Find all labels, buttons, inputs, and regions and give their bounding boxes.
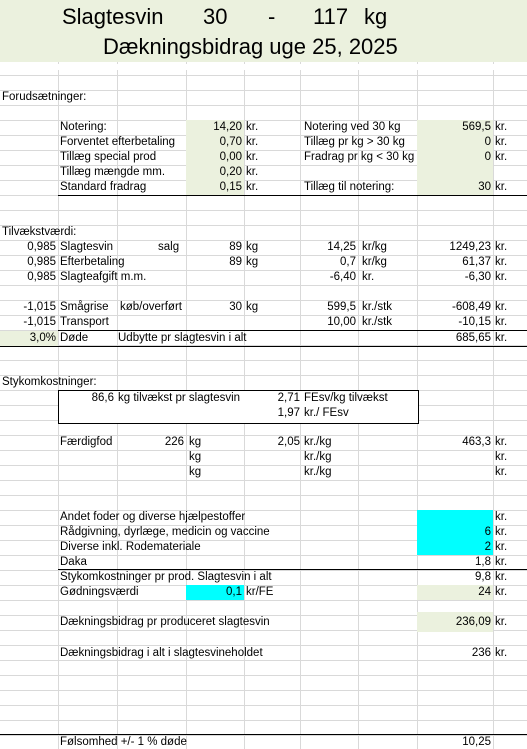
assumption-right-value[interactable] [417, 165, 491, 180]
growth-factor: 0,985 [27, 256, 56, 268]
manure-unit: kr/FE [246, 586, 274, 598]
yield-unit: kr. [495, 332, 508, 344]
title-unit: kg [364, 4, 388, 29]
manure-total: 24 [478, 586, 491, 598]
growth-total: 61,37 [462, 256, 491, 268]
growth-price: 0,7 [340, 256, 356, 268]
yield-total: 685,65 [455, 332, 491, 344]
growth-price-unit: kr/kg [362, 241, 387, 253]
growth-qty: 30 [229, 301, 242, 313]
growth-factor: 0,985 [27, 241, 56, 253]
cost-total: 1,8 [475, 556, 491, 568]
feed-qty[interactable] [117, 450, 184, 465]
growth-price-unit: kr./stk [362, 316, 393, 328]
db-total-unit: kr. [495, 647, 508, 659]
fesv-label: FEsv/kg tilvækst [304, 392, 388, 404]
cost-label: Stykomkostninger pr prod. Slagtesvin i alt [60, 571, 272, 583]
cost-label: Daka [60, 556, 87, 568]
price-fesv: 1,97 [277, 407, 300, 419]
feed-price-unit: kr./kg [304, 436, 332, 448]
growth-label: kg tilvækst pr slagtesvin [118, 392, 241, 404]
feed-total-unit: kr. [495, 436, 508, 448]
assumption-unit: kr. [246, 166, 259, 178]
feed-price[interactable] [244, 465, 300, 480]
feed-price[interactable]: 2,05 [277, 436, 300, 448]
cost-label: Andet foder og diverse hjælpestoffer [60, 511, 246, 523]
assumption-right-value[interactable]: 30 [478, 181, 491, 193]
cost-unit: kr. [495, 541, 508, 553]
feed-price[interactable] [244, 450, 300, 465]
cost-total[interactable] [417, 510, 491, 525]
growth-qty-unit: kg [246, 256, 259, 268]
page-title: Dækningsbidrag uge 25, 2025 [103, 34, 398, 59]
assumption-right-label [304, 165, 417, 180]
assumption-right-label: Fradrag pr kg < 30 kg [304, 151, 415, 163]
section-heading-unit-costs: Stykomkostninger: [2, 376, 97, 388]
assumption-right-value[interactable]: 0 [484, 151, 491, 163]
assumption-label: Tillæg mængde mm. [60, 166, 166, 178]
feed-label: Færdigfod [60, 436, 113, 448]
dead-label: Døde [60, 332, 89, 344]
growth-price-unit: kr./stk [362, 301, 393, 313]
growth-price: 14,25 [327, 241, 356, 253]
feed-qty[interactable] [117, 465, 184, 480]
growth-qty-unit: kg [246, 241, 259, 253]
assumption-right-unit: kr. [495, 151, 508, 163]
growth-total-unit: kr. [495, 316, 508, 328]
growth-total-unit: kr. [495, 256, 508, 268]
divider [58, 569, 527, 570]
assumption-unit: kr. [246, 136, 259, 148]
feed-total-unit: kr. [495, 451, 508, 463]
cost-total[interactable]: 6 [484, 526, 491, 538]
assumption-label: Standard fradrag [60, 181, 147, 193]
cost-label: Rådgivning, dyrlæge, medicin og vaccine [60, 526, 270, 538]
title-dash: - [268, 4, 276, 29]
growth-factor: -1,015 [23, 301, 56, 313]
assumption-right-unit: kr. [495, 121, 508, 133]
assumption-value[interactable]: 0,00 [219, 151, 242, 163]
cost-unit: kr. [495, 511, 508, 523]
assumption-right-value[interactable]: 0 [484, 136, 491, 148]
sensitivity-value: 10,25 [462, 736, 491, 748]
assumption-unit: kr. [246, 151, 259, 163]
growth-price: 10,00 [327, 316, 356, 328]
dead-pct[interactable]: 3,0% [29, 332, 56, 344]
section-heading-assumptions: Forudsætninger: [2, 91, 87, 103]
assumption-unit: kr. [246, 121, 259, 133]
title-weight-to: 117 [313, 4, 349, 29]
growth-sub: køb/overført [120, 301, 182, 313]
title-weight-from: 30 [203, 4, 228, 29]
feed-qty-unit: kg [189, 436, 202, 448]
assumption-value[interactable]: 0,15 [219, 181, 242, 193]
cost-unit: kr. [495, 556, 508, 568]
growth-price-unit: kr/kg [362, 256, 387, 268]
feed-total: 463,3 [462, 436, 491, 448]
assumption-value[interactable]: 14,20 [213, 121, 242, 133]
db-label: Dækningsbidrag pr produceret slagtesvin [60, 616, 270, 628]
growth-factor: -1,015 [23, 316, 56, 328]
feed-qty-unit: kg [189, 451, 202, 463]
growth-price-unit: kr. [362, 271, 375, 283]
growth-price: -6,40 [329, 271, 356, 283]
assumption-right-label: Tillæg pr kg > 30 kg [304, 136, 405, 148]
growth-qty [186, 315, 242, 330]
fesv-value: 2,71 [277, 392, 300, 404]
growth-value: 86,6 [91, 392, 114, 404]
cost-label: Diverse inkl. Rodemateriale [60, 541, 201, 553]
assumption-label: Tillæg special prod [60, 151, 157, 163]
growth-total-unit: kr. [495, 241, 508, 253]
growth-total-unit: kr. [495, 301, 508, 313]
feed-total [417, 450, 491, 465]
db-value: 236,09 [455, 616, 491, 628]
feed-total-unit: kr. [495, 466, 508, 478]
assumption-right-label: Tillæg til notering: [304, 181, 395, 193]
growth-total: 1249,23 [449, 241, 491, 253]
assumption-right-unit: kr. [495, 181, 508, 193]
growth-qty-unit: kg [246, 301, 259, 313]
db-unit: kr. [495, 616, 508, 628]
growth-total: -608,49 [451, 301, 491, 313]
growth-factor: 0,985 [27, 271, 56, 283]
growth-qty: 89 [229, 256, 242, 268]
growth-label: Slagtesvin [60, 241, 114, 253]
divider [0, 346, 527, 347]
growth-label: Efterbetaling [60, 256, 125, 268]
title-product: Slagtesvin [62, 4, 164, 29]
sensitivity-label: Følsomhed +/- 1 % døde [60, 736, 187, 748]
assumption-right-value[interactable]: 569,5 [462, 121, 491, 133]
feed-qty[interactable]: 226 [164, 436, 184, 448]
growth-total: -10,15 [458, 316, 491, 328]
cost-unit: kr. [495, 571, 508, 583]
yield-label: Udbytte pr slagtesvin i alt [118, 332, 247, 344]
assumption-label: Notering: [60, 121, 107, 133]
db-total-label: Dækningsbidrag i alt i slagtesvineholdet [60, 647, 263, 659]
assumption-label: Forventet efterbetaling [60, 136, 176, 148]
growth-label: Slagteafgift m.m. [60, 271, 147, 283]
growth-total: -6,30 [464, 271, 491, 283]
db-total: 236 [471, 647, 491, 659]
feed-price-unit: kr./kg [304, 451, 332, 463]
growth-sub: salg [158, 241, 180, 253]
growth-label: Smågrise [60, 301, 109, 313]
cost-total[interactable]: 2 [484, 541, 491, 553]
assumption-right-label: Notering ved 30 kg [304, 121, 401, 133]
divider [58, 195, 527, 196]
growth-qty [186, 270, 242, 285]
feed-total [417, 465, 491, 480]
feed-price-unit: kr./kg [304, 466, 332, 478]
section-heading-growth: Tilvækstværdi: [2, 226, 77, 238]
manure-total-unit: kr. [495, 586, 508, 598]
growth-label: Transport [60, 316, 109, 328]
cost-unit: kr. [495, 526, 508, 538]
cost-total: 9,8 [475, 571, 491, 583]
assumption-value[interactable]: 0,70 [219, 136, 242, 148]
growth-qty: 89 [229, 241, 242, 253]
growth-total-unit: kr. [495, 271, 508, 283]
manure-value[interactable]: 0,1 [226, 586, 242, 598]
manure-label: Gødningsværdi [60, 586, 139, 598]
feed-qty-unit: kg [189, 466, 202, 478]
assumption-right-unit: kr. [495, 136, 508, 148]
growth-price: 599,5 [327, 301, 356, 313]
price-fesv-label: kr./ FEsv [304, 407, 349, 419]
assumption-unit: kr. [246, 181, 259, 193]
assumption-value[interactable]: 0,20 [219, 166, 242, 178]
